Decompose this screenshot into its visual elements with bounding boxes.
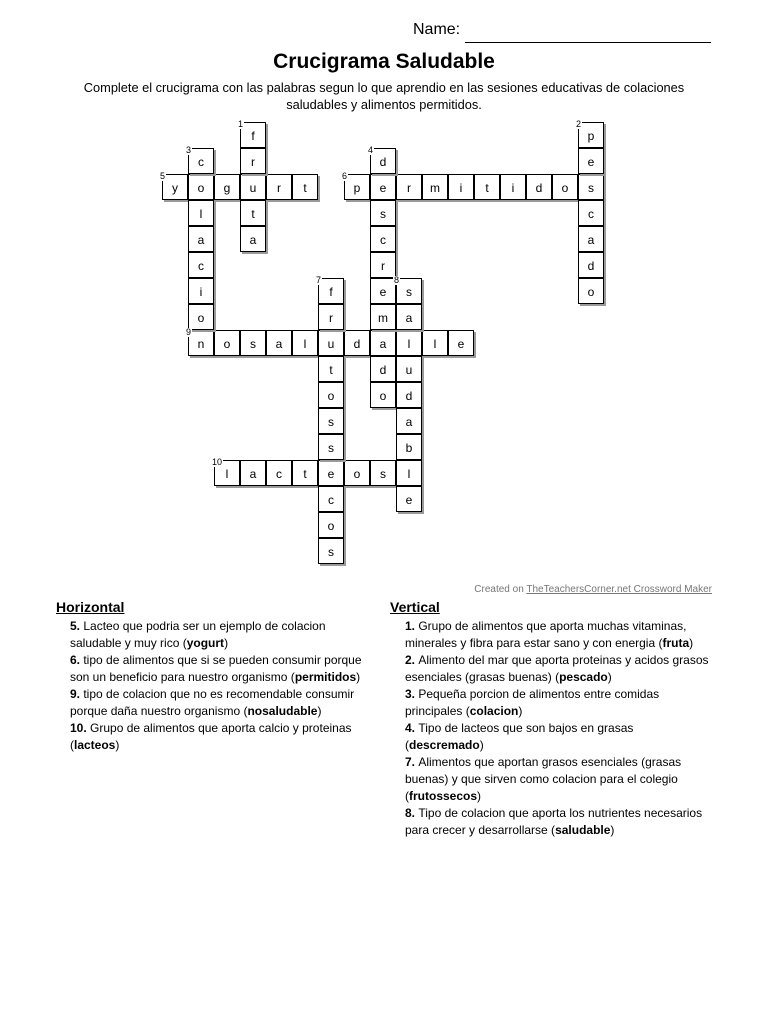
clue-number: 2	[576, 119, 582, 129]
clue-close: )	[518, 704, 523, 718]
clue-item	[405, 720, 710, 754]
crossword-cell[interactable]: l	[396, 460, 422, 486]
horizontal-clues	[70, 618, 380, 754]
clue-number-label: 7.	[405, 755, 419, 769]
crossword-cell[interactable]: o	[318, 512, 344, 538]
crossword-cell[interactable]: p	[578, 122, 604, 148]
clue-answer: saludable	[555, 823, 611, 837]
crossword-cell[interactable]: m	[370, 304, 396, 330]
crossword-cell[interactable]: a	[370, 330, 396, 356]
clue-answer: descremado	[409, 738, 480, 752]
vertical-heading: Vertical	[390, 599, 440, 615]
clue-answer: yogurt	[186, 636, 225, 650]
clue-number: 5	[160, 171, 166, 181]
crossword-cell[interactable]: a	[188, 226, 214, 252]
crossword-cell[interactable]: r	[266, 174, 292, 200]
crossword-cell[interactable]: t	[292, 460, 318, 486]
clue-number: 3	[186, 145, 192, 155]
clue-text: Lacteo que podria ser un ejemplo de colacion saludable y muy rico (	[70, 619, 326, 650]
clue-number: 6	[342, 171, 348, 181]
clue-text: Tipo de lacteos que son bajos en grasas (	[405, 721, 634, 752]
crossword-cell[interactable]: d	[370, 148, 396, 174]
crossword-cell[interactable]: l	[422, 330, 448, 356]
crossword-cell[interactable]: r	[318, 304, 344, 330]
clue-close: )	[610, 823, 615, 837]
clue-answer: frutossecos	[409, 789, 478, 803]
clue-answer: colacion	[469, 704, 519, 718]
clue-number: 10	[212, 457, 223, 467]
crossword-cell[interactable]: b	[396, 434, 422, 460]
clue-number-label: 6.	[70, 653, 84, 667]
horizontal-heading: Horizontal	[56, 599, 125, 615]
clue-text: Grupo de alimentos que aporta calcio y proteinas (	[70, 721, 352, 752]
crossword-cell[interactable]: s	[370, 200, 396, 226]
clue-close: )	[356, 670, 361, 684]
crossword-cell[interactable]: t	[292, 174, 318, 200]
crossword-cell[interactable]: d	[396, 382, 422, 408]
clue-close: )	[224, 636, 229, 650]
crossword-cell[interactable]: o	[370, 382, 396, 408]
crossword-cell[interactable]: g	[214, 174, 240, 200]
crossword-cell[interactable]: t	[474, 174, 500, 200]
clue-text: Grupo de alimentos que aporta muchas vitaminas, minerales y fibra para estar sano y con energia (	[405, 619, 687, 650]
crossword-cell[interactable]: u	[396, 356, 422, 382]
crossword-cell[interactable]: a	[396, 304, 422, 330]
clue-number: 7	[316, 275, 322, 285]
crossword-cell[interactable]: f	[240, 122, 266, 148]
instructions: Complete el crucigrama con las palabras segun lo que aprendio en las sesiones educativas de colaciones saludables y alimentos permitidos.	[83, 80, 685, 112]
crossword-cell[interactable]: o	[552, 174, 578, 200]
crossword-cell[interactable]: o	[214, 330, 240, 356]
crossword-cell[interactable]: s	[318, 408, 344, 434]
clue-answer: fruta	[662, 636, 690, 650]
clue-item	[70, 720, 380, 754]
crossword-cell[interactable]: c	[188, 252, 214, 278]
clue-number: 8	[394, 275, 400, 285]
clue-text: Pequeña porcion de alimentos entre comidas principales (	[405, 687, 660, 718]
crossword-cell[interactable]: r	[240, 148, 266, 174]
crossword-cell[interactable]: i	[448, 174, 474, 200]
crossword-cell[interactable]: c	[578, 200, 604, 226]
credit-link[interactable]: TheTeachersCorner.net Crossword Maker	[526, 584, 712, 595]
crossword-cell[interactable]: t	[318, 356, 344, 382]
vertical-clues	[405, 618, 710, 839]
clue-text: tipo de alimentos que si se pueden consumir porque son un beneficio para nuestro organismo (	[70, 653, 362, 684]
clue-answer: lacteos	[74, 738, 116, 752]
crossword-cell[interactable]: s	[240, 330, 266, 356]
crossword-cell[interactable]: e	[370, 174, 396, 200]
crossword-cell[interactable]: i	[500, 174, 526, 200]
name-label: Name:	[413, 21, 461, 38]
clue-number-label: 10.	[70, 721, 91, 735]
crossword-cell[interactable]: s	[370, 460, 396, 486]
clue-item	[405, 754, 710, 805]
crossword-cell[interactable]: d	[526, 174, 552, 200]
crossword-cell[interactable]: o	[188, 304, 214, 330]
crossword-cell[interactable]: d	[370, 356, 396, 382]
clue-number-label: 4.	[405, 721, 419, 735]
clue-text: Alimento del mar que aporta proteinas y acidos grasos esenciales (grasas buenas) (	[405, 653, 709, 684]
clue-close: )	[689, 636, 694, 650]
clue-text: Alimentos que aportan grasos esenciales (grasas buenas) y que sirven como colacion para el colegio (	[405, 755, 682, 803]
clue-answer: nosaludable	[247, 704, 318, 718]
crossword-cell[interactable]: c	[370, 226, 396, 252]
crossword-cell[interactable]: o	[318, 382, 344, 408]
clue-number: 4	[368, 145, 374, 155]
clue-number-label: 3.	[405, 687, 419, 701]
crossword-cell[interactable]: f	[318, 278, 344, 304]
clue-text: Tipo de colacion que aporta los nutrientes necesarios para crecer y desarrollarse (	[405, 806, 703, 837]
credit-line	[474, 584, 712, 595]
crossword-cell[interactable]: p	[344, 174, 370, 200]
crossword-cell[interactable]: u	[318, 330, 344, 356]
crossword-cell[interactable]: l	[188, 200, 214, 226]
clue-answer: permitidos	[294, 670, 357, 684]
clue-close: )	[479, 738, 484, 752]
crossword-cell[interactable]: s	[578, 174, 604, 200]
crossword-cell[interactable]: r	[396, 174, 422, 200]
crossword-cell[interactable]: d	[344, 330, 370, 356]
crossword-cell[interactable]: e	[578, 148, 604, 174]
crossword-cell[interactable]: r	[370, 252, 396, 278]
crossword-cell[interactable]: t	[240, 200, 266, 226]
crossword-cell[interactable]: s	[396, 278, 422, 304]
crossword-cell[interactable]: e	[370, 278, 396, 304]
crossword-cell[interactable]: o	[188, 174, 214, 200]
clue-number-label: 8.	[405, 806, 419, 820]
crossword-cell[interactable]: l	[396, 330, 422, 356]
clue-answer: pescado	[559, 670, 608, 684]
clue-item	[405, 618, 710, 652]
crossword-cell[interactable]: o	[578, 278, 604, 304]
crossword-cell[interactable]: c	[266, 460, 292, 486]
crossword-cell[interactable]: l	[214, 460, 240, 486]
crossword-cell[interactable]: c	[188, 148, 214, 174]
clue-text: tipo de colacion que no es recomendable consumir porque daña nuestro organismo (	[70, 687, 355, 718]
crossword-cell[interactable]: a	[396, 408, 422, 434]
crossword-cell[interactable]: i	[188, 278, 214, 304]
clue-number-label: 2.	[405, 653, 419, 667]
clue-item	[405, 652, 710, 686]
crossword-cell[interactable]: s	[318, 434, 344, 460]
crossword-cell[interactable]: s	[318, 538, 344, 564]
crossword-cell[interactable]: y	[162, 174, 188, 200]
crossword-cell[interactable]: a	[240, 226, 266, 252]
crossword-cell[interactable]: a	[578, 226, 604, 252]
credit-prefix: Created on	[474, 584, 527, 595]
clue-item	[70, 618, 380, 652]
crossword-cell[interactable]: a	[240, 460, 266, 486]
crossword-cell[interactable]: l	[292, 330, 318, 356]
crossword-cell[interactable]: e	[318, 460, 344, 486]
clue-close: )	[115, 738, 120, 752]
crossword-cell[interactable]: u	[240, 174, 266, 200]
crossword-cell[interactable]: c	[318, 486, 344, 512]
crossword-cell[interactable]: m	[422, 174, 448, 200]
clue-number: 9	[186, 327, 192, 337]
clue-item	[70, 652, 380, 686]
crossword-cell[interactable]: o	[344, 460, 370, 486]
clue-item	[405, 805, 710, 839]
clue-number-label: 1.	[405, 619, 419, 633]
page-title: Crucigrama Saludable	[273, 50, 495, 73]
crossword-cell[interactable]: d	[578, 252, 604, 278]
crossword-cell[interactable]: e	[448, 330, 474, 356]
clue-number: 1	[238, 119, 244, 129]
crossword-cell[interactable]: n	[188, 330, 214, 356]
clue-number-label: 9.	[70, 687, 84, 701]
clue-close: )	[607, 670, 612, 684]
clue-number-label: 5.	[70, 619, 84, 633]
crossword-cell[interactable]: e	[396, 486, 422, 512]
clue-item	[70, 686, 380, 720]
clue-close: )	[477, 789, 482, 803]
crossword-cell[interactable]: a	[266, 330, 292, 356]
clue-close: )	[317, 704, 322, 718]
clue-item	[405, 686, 710, 720]
